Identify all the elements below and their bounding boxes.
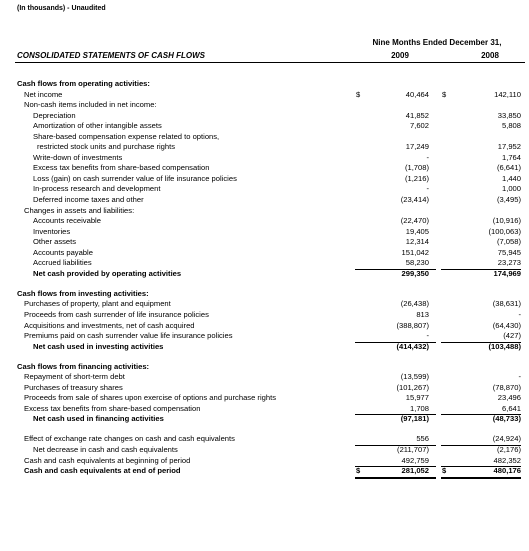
units-note: (In thousands) - Unaudited [17,5,106,12]
statement-row [0,269,529,280]
statement-row [0,434,529,445]
value-2009: 1,708 [409,403,429,413]
row-label: Amortization of other intangible assets [33,121,162,131]
value-2009: (13,599) [400,372,429,382]
value-2009: - [426,152,429,162]
statement-row [0,466,529,477]
statement-row [0,206,529,217]
value-2009: (23,414) [400,195,429,205]
statement-row [0,90,529,101]
value-2009: 41,852 [405,110,429,120]
row-label: Net cash used in financing activities [33,414,164,424]
value-2008: 1,440 [501,173,521,183]
row-label: Net cash used in investing activities [33,341,164,351]
statement-row [0,153,529,164]
row-label: Repayment of short-term debt [24,372,125,382]
year-2009-heading: 2009 [391,51,409,60]
value-2009: 556 [416,434,429,444]
year-2008-heading: 2008 [481,51,499,60]
value-2008: (10,916) [492,216,521,226]
row-label: Write-down of investments [33,152,123,162]
value-2009: (388,807) [396,320,429,330]
row-label: Acquisitions and investments, net of cash acquired [24,320,195,330]
value-2009: 12,314 [405,237,429,247]
statement-row [0,111,529,122]
value-2008: (2,176) [496,445,521,454]
dollar-sign: $ [442,89,447,99]
statement-row [0,237,529,248]
value-2008: 5,808 [501,121,521,131]
value-2008: 1,000 [501,184,521,194]
value-2009: - [426,331,429,341]
header-rule [15,62,525,63]
row-label: Depreciation [33,110,76,120]
row-label: Changes in assets and liabilities: [24,205,135,215]
statement-row [0,393,529,404]
statement-title: CONSOLIDATED STATEMENTS OF CASH FLOWS [17,51,205,60]
statement-row [0,79,529,90]
row-label: Accrued liabilities [33,258,92,268]
statement-row [0,331,529,342]
row-label: Premiums paid on cash surrender value life insurance policies [24,331,233,341]
value-2009: 492,759 [401,455,429,465]
value-2008: 33,850 [497,110,521,120]
statement-row [0,445,529,456]
value-2008: (7,058) [496,237,521,247]
row-label: Share-based compensation expense related to options, [33,131,220,141]
row-label: Other assets [33,237,77,247]
statement-row [0,142,529,153]
statement-row [0,163,529,174]
statement-row [0,184,529,195]
value-2009: 7,602 [409,121,429,131]
statement-row [0,414,529,425]
value-2008: (3,495) [496,195,521,205]
value-2008: 23,496 [497,393,521,403]
value-2008: (38,631) [492,299,521,309]
value-2008: (78,870) [492,382,521,392]
value-2008: 142,110 [494,89,521,99]
value-2009: 299,350 [401,268,429,278]
row-label: restricted stock units and purchase rights [37,142,176,152]
value-2009: 15,977 [405,393,429,403]
row-label: Purchases of treasury shares [24,382,123,392]
row-label: Cash and cash equivalents at beginning of period [24,455,191,465]
row-label: Excess tax benefits from share-based compensation [33,163,210,173]
row-label: Net cash provided by operating activities [33,268,182,278]
dollar-sign: $ [356,89,361,99]
value-2008: (24,924) [492,434,521,444]
row-label: Proceeds from sale of shares upon exercise of options and purchase rights [24,393,276,403]
value-2008: (427) [503,331,521,341]
statement-row [0,342,529,353]
statement-rows [0,79,529,477]
statement-row [0,362,529,373]
value-2009: 17,249 [405,142,429,152]
statement-row [0,195,529,206]
value-2009: 813 [416,309,429,319]
value-2009: (22,470) [400,216,429,226]
period-heading: Nine Months Ended December 31, [372,38,502,47]
value-2008: 174,969 [493,268,521,278]
value-2008: - [518,309,521,319]
value-2008: 1,764 [501,152,521,162]
row-label: Cash flows from operating activities: [17,79,150,88]
statement-row [0,216,529,227]
value-2009: 281,052 [401,466,429,476]
section-gap [0,279,529,289]
value-2008: (64,430) [492,320,521,330]
value-2009: - [426,184,429,194]
value-2008: 23,273 [497,258,521,268]
value-2009: (97,181) [400,414,429,424]
row-label: In-process research and development [33,184,161,194]
value-2008: (48,733) [492,414,521,424]
value-2008: 17,952 [497,142,521,152]
statement-row [0,383,529,394]
value-2008: - [518,372,521,382]
value-2009: 40,464 [405,89,429,99]
row-label: Accounts receivable [33,216,101,226]
statement-row [0,174,529,185]
row-label: Accounts payable [33,247,93,257]
section-gap [0,352,529,362]
value-2009: (26,438) [400,299,429,309]
statement-row [0,132,529,143]
row-label: Loss (gain) on cash surrender value of life insurance policies [33,173,237,183]
row-label: Net decrease in cash and cash equivalents [33,445,178,454]
statement-row [0,404,529,415]
row-label: Effect of exchange rate changes on cash and cash equivalents [24,434,235,444]
statement-row [0,258,529,269]
value-2009: (101,267) [396,382,429,392]
value-2008: 480,176 [493,466,521,476]
value-2009: (211,707) [397,445,429,454]
statement-row [0,310,529,321]
value-2009: (1,708) [404,163,429,173]
value-2009: 58,230 [405,258,429,268]
dollar-sign: $ [442,466,447,476]
row-label: Purchases of property, plant and equipment [24,299,171,309]
statement-row [0,299,529,310]
statement-row [0,121,529,132]
row-label: Proceeds from cash surrender of life insurance policies [24,309,209,319]
section-gap [0,425,529,435]
value-2008: 482,352 [493,455,521,465]
row-label: Cash flows from investing activities: [17,288,149,298]
row-label: Deferred income taxes and other [33,195,144,205]
statement-row [0,321,529,332]
dollar-sign: $ [356,466,361,476]
row-label: Non-cash items included in net income: [24,100,157,110]
value-2008: (6,641) [496,163,521,173]
statement-row [0,100,529,111]
value-2009: (414,432) [396,341,429,351]
row-label: Excess tax benefits from share-based compensation [24,403,201,413]
row-label: Inventories [33,226,71,236]
statement-row [0,456,529,467]
value-2008: (100,063) [488,226,521,236]
value-2008: (103,488) [488,341,521,351]
statement-row [0,227,529,238]
statement-row [0,372,529,383]
row-label: Net income [24,89,63,99]
row-label: Cash flows from financing activities: [17,361,150,371]
statement-row [0,289,529,300]
value-2009: 19,405 [405,226,429,236]
row-label: Cash and cash equivalents at end of period [24,466,181,476]
value-2009: (1,216) [404,173,429,183]
statement-row [0,248,529,259]
value-2008: 6,641 [501,403,521,413]
value-2009: 151,042 [401,247,429,257]
value-2008: 75,945 [497,247,521,257]
